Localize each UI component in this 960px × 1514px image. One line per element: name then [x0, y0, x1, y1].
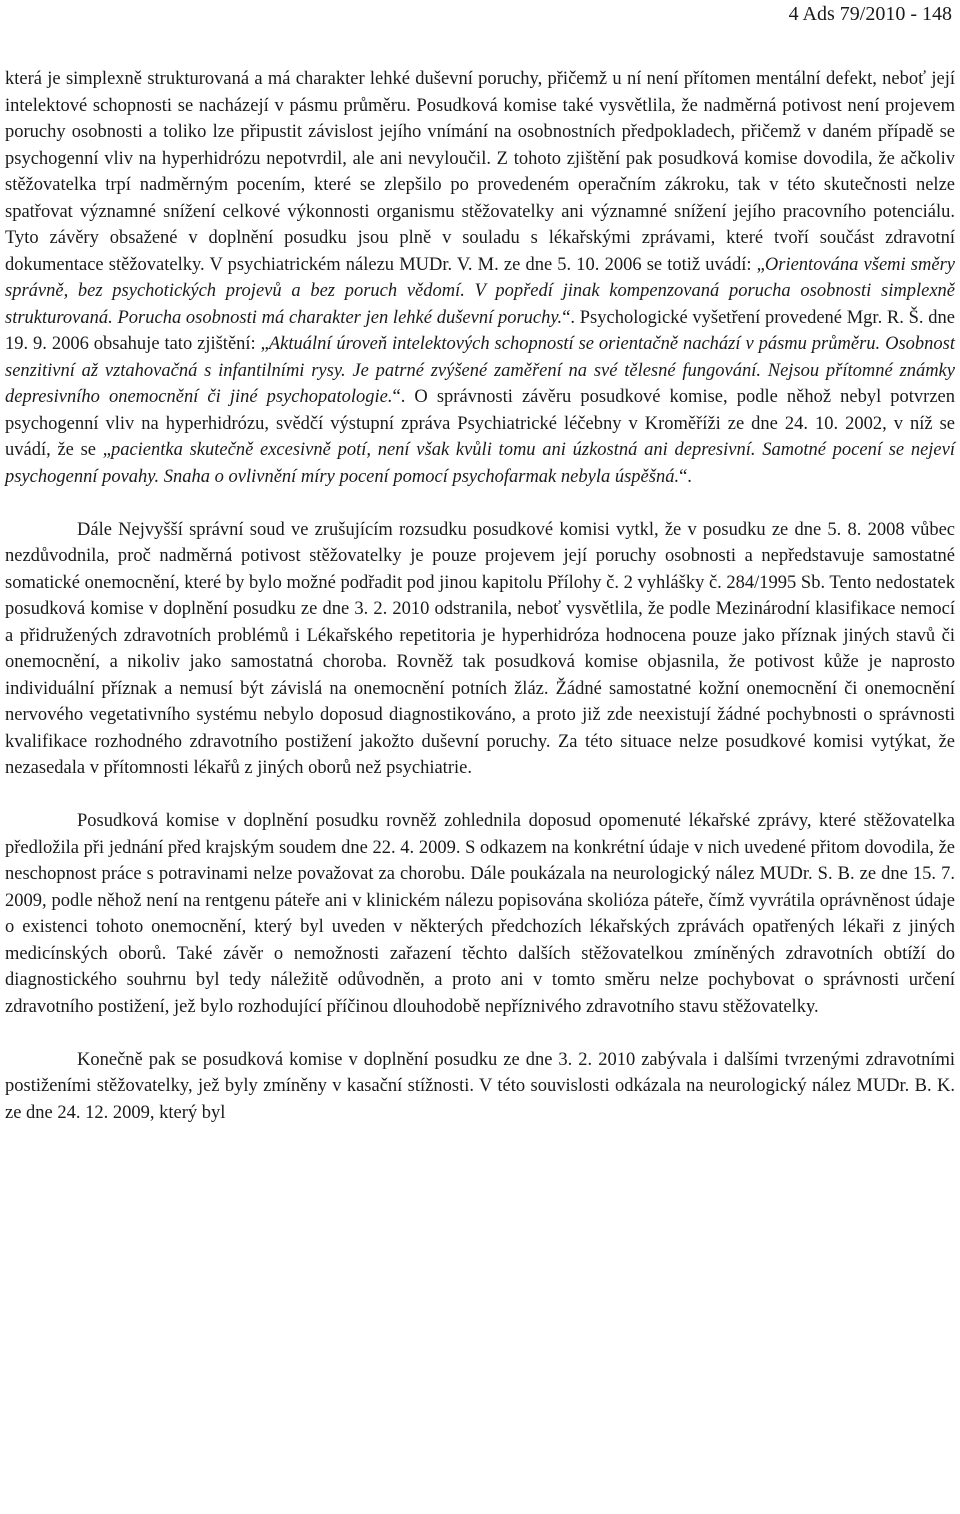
paragraph-2	[5, 517, 955, 782]
quoted-text: pacientka skutečně excesivně potí, není však kvůli tomu ani úzkostná ani depresivní. Samotné pocení se nejeví psychogenní povahy. Snaha o ovlivnění míry pocení pomocí psychofarmak nebyla úspěšná.	[5, 440, 955, 487]
page-reference: 4 Ads 79/2010 - 148	[788, 3, 952, 25]
text-run: která je simplexně strukturovaná a má charakter lehké duševní poruchy, přičemž u ní není přítomen mentální defekt, neboť její intelektové schopnosti se nacházejí v pásmu průměru. Posudková komise také vysvětlila, že nadměrná potivost není projevem poruchy osobnosti a toliko lze připustit závislost jejího vnímání na osobnostních předpokladech, přičemž v daném případě se psychogenní vliv na hyperhidrózu nepotvrdil, ale ani nevyloučil. Z tohoto zjištění pak posudková komise dovodila, že ačkoliv stěžovatelka trpí nadměrným pocením, které se zlepšilo po provedeném operačním zákroku, tak v této skutečnosti nelze spatřovat významné snížení celkové výkonnosti organismu stěžovatelky ani významné snížení jejího pracovního potenciálu. Tyto závěry obsažené v doplnění posudku jsou plně v souladu s lékařskými zprávami, které tvoří součást zdravotní dokumentace stěžovatelky. V psychiatrickém nálezu MUDr. V. M. ze dne 5. 10. 2006 se totiž uvádí: „	[5, 69, 955, 275]
quoted-text: Aktuální úroveň intelektových schopností se orientačně nachází v pásmu průměru. Osobnost senzitivní až vztahovačná s infantilními rysy. Je patrné zvýšené zaměření na své tělesné fungování. Nejsou přítomné známky depresivního onemocnění či jiné psychopatologie.	[5, 334, 955, 407]
text-run: Konečně pak se posudková komise v doplnění posudku ze dne 3. 2. 2010 zabývala i dalšími tvrzenými zdravotními postiženími stěžovatelky, jež byly zmíněny v kasační stížnosti. V této souvislosti odkázala na neurologický nález MUDr. B. K. ze dne 24. 12. 2009, který byl	[5, 1049, 955, 1123]
paragraph-3	[5, 808, 955, 1020]
text-run: “.	[679, 466, 692, 487]
text-run: “. Psychologické vyšetření provedené Mgr. R. Š. dne 19. 9. 2006 obsahuje tato zjištění: „	[5, 307, 955, 354]
paragraph-4	[5, 1047, 955, 1127]
text-run: Dále Nejvyšší správní soud ve zrušujícím rozsudku posudkové komisi vytkl, že v posudku ze dne 5. 8. 2008 vůbec nezdůvodnila, proč nadměrná potivost stěžovatelky je pouze projevem její poruchy osobnosti a nepředstavuje samostatné somatické onemocnění, které by bylo možné podřadit pod jinou kapitolu Přílohy č. 2 vyhlášky č. 284/1995 Sb. Tento nedostatek posudková komise v doplnění posudku ze dne 3. 2. 2010 odstranila, neboť vysvětlila, že podle Mezinárodní klasifikace nemocí a přidružených zdravotních problémů i Lékařského repetitoria je hyperhidróza hodnocena pouze jako příznak jiných stavů či onemocnění, a nikoliv jako samostatná choroba. Rovněž tak posudková komise objasnila, že potivost kůže je naprosto individuální příznak a nemusí být závislá na onemocnění potních žláz. Žádné samostatné kožní onemocnění či onemocnění nervového vegetativního systému nebylo doposud diagnostikováno, a proto již zde neexistují žádné pochybnosti o správnosti kvalifikace rozhodného zdravotního postižení jakožto duševní poruchy. Za této situace nelze posudkové komisi vytýkat, že nezasedala v přítomnosti lékařů z jiných oborů než psychiatrie.	[5, 519, 955, 778]
text-run: “. O správnosti závěru posudkové komise, podle něhož nebyl potvrzen psychogenní vliv na hyperhidrózu, svědčí výstupní zpráva Psychiatrické léčebny v Kroměříži ze dne 24. 10. 2002, v níž se uvádí, že se „	[5, 387, 955, 460]
paragraph-1	[5, 66, 955, 490]
text-run: Posudková komise v doplnění posudku rovněž zohlednila doposud opomenuté lékařské zprávy, které stěžovatelka předložila při jednání před krajským soudem dne 22. 4. 2009. S odkazem na konkrétní údaje v nich uvedené přitom dovodila, že neschopnost práce s potravinami nelze považovat za chorobu. Dále poukázala na neurologický nález MUDr. S. B. ze dne 15. 7. 2009, podle něhož není na rentgenu páteře ani v klinickém nálezu popisována skolióza páteře, čímž vyvrátila oprávněnost údaje o existenci tohoto onemocnění, který byl uveden v některých předchozích lékařských zprávách opatřených lékaři z jiných medicínských oborů. Také závěr o nemožnosti zařazení těchto dalších stěžovatelkou zmíněných zdravotních obtíží do diagnostického souhrnu byl tedy náležitě odůvodněn, a proto ani v tomto směru nelze pochybovat o správnosti určení zdravotního postižení, jež bylo rozhodující příčinou dlouhodobě nepříznivého zdravotního stavu stěžovatelky.	[5, 811, 955, 1017]
quoted-text: Orientována všemi směry správně, bez psychotických projevů a bez poruch vědomí. V popředí jinak kompenzovaná porucha osobnosti simplexně strukturovaná. Porucha osobnosti má charakter jen lehké duševní poruchy.	[5, 254, 955, 328]
document-body	[5, 66, 955, 1126]
